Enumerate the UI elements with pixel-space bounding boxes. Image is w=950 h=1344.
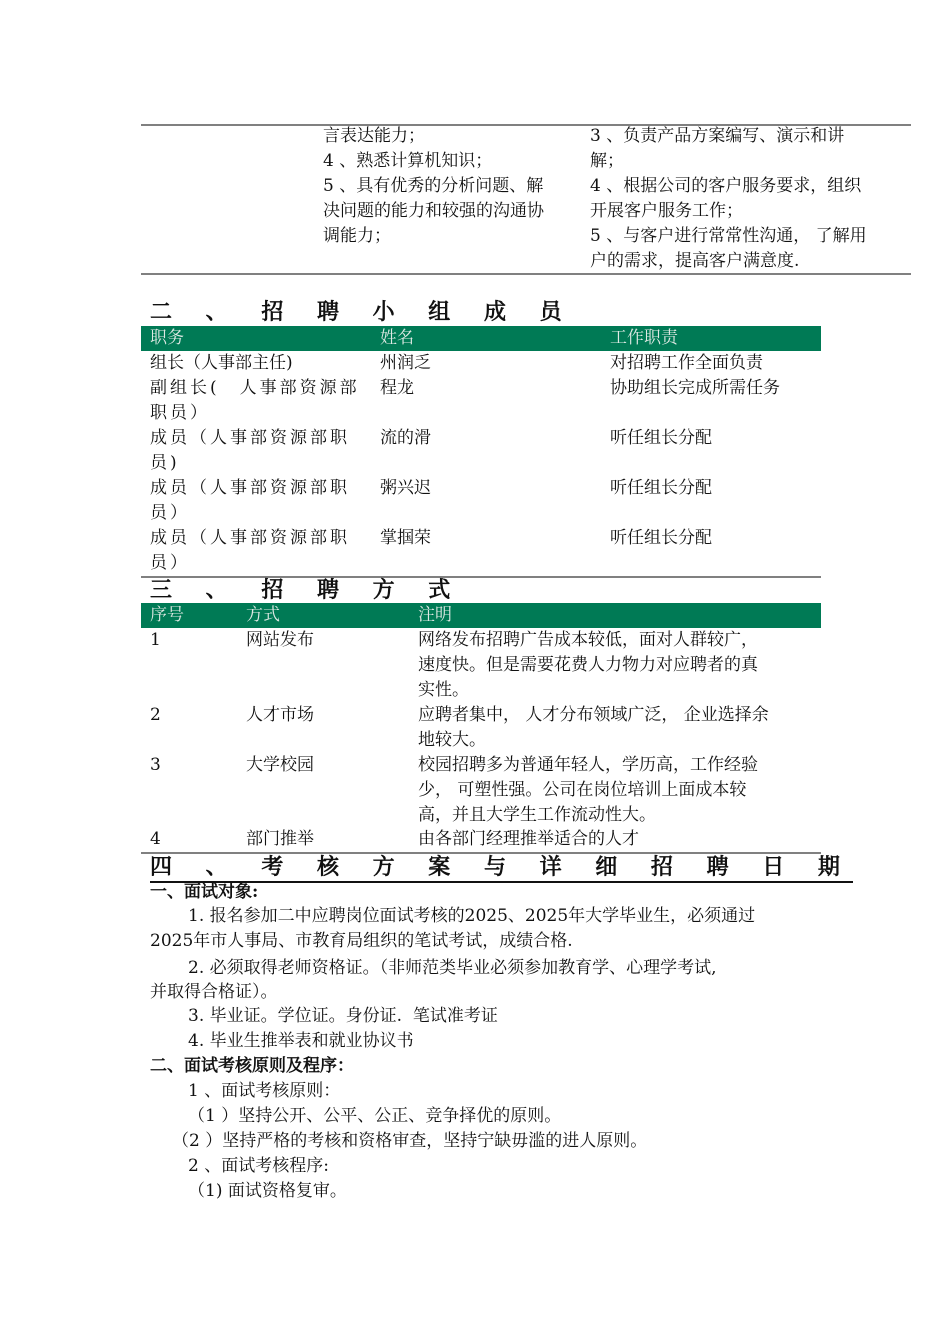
paragraph-line: 4. 毕业生推举表和就业协议书 bbox=[188, 1031, 414, 1051]
method-note-line: 应聘者集中， 人才分布领域广泛， 企业选择余 bbox=[418, 705, 769, 725]
method-note-line: 少， 可塑性强。公司在岗位培训上面成本较 bbox=[418, 780, 747, 800]
method-no: 1 bbox=[150, 630, 161, 650]
section2-header-name: 姓名 bbox=[380, 328, 414, 348]
top-table-col3-line: 开展客户服务工作； bbox=[590, 201, 743, 221]
paragraph-line: 2. 必须取得老师资格证。（非师范类毕业必须参加教育学、心理学考试, bbox=[188, 958, 717, 978]
method-note-line: 校园招聘多为普通年轻人，学历高，工作经验 bbox=[418, 755, 758, 775]
member-duty: 听任组长分配 bbox=[610, 428, 712, 448]
member-role: 员） bbox=[150, 553, 190, 573]
member-duty: 对招聘工作全面负责 bbox=[610, 353, 763, 373]
member-name: 州润乏 bbox=[380, 353, 431, 373]
section3-header-method: 方式 bbox=[246, 605, 280, 625]
method-note-line: 速度快。但是需要花费人力物力对应聘者的真 bbox=[418, 655, 758, 675]
top-table-col3-line: 户的需求，提高客户满意度. bbox=[590, 251, 800, 271]
member-name: 掌掴荣 bbox=[380, 528, 431, 548]
top-table-bottom-rule bbox=[141, 273, 911, 275]
member-role: 职员） bbox=[150, 403, 210, 423]
member-role: 员) bbox=[150, 453, 180, 473]
method-note bbox=[418, 827, 818, 852]
top-table-col2-line: 5 、具有优秀的分析问题、解 bbox=[323, 176, 544, 196]
method-name: 部门推举 bbox=[246, 829, 314, 849]
top-table-col2 bbox=[323, 124, 583, 249]
paragraph-line: 1 、面试考核原则： bbox=[188, 1081, 341, 1101]
method-note-line: 网络发布招聘广告成本较低，面对人群较广， bbox=[418, 630, 758, 650]
member-name: 粥兴迟 bbox=[380, 478, 431, 498]
section2-header-bar bbox=[141, 326, 821, 351]
paragraph-line: 2025年市人事局、市教育局组织的笔试考试，成绩合格. bbox=[150, 931, 573, 951]
method-note-line: 地较大。 bbox=[418, 730, 486, 750]
member-role: 员） bbox=[150, 503, 190, 523]
section3-header-bar bbox=[141, 603, 821, 628]
method-note-line: 由各部门经理推举适合的人才 bbox=[418, 829, 639, 849]
member-role: 成员（人事部资源部职 bbox=[150, 428, 350, 448]
paragraph-line: 1. 报名参加二中应聘岗位面试考核的2025、2025年大学毕业生，必须通过 bbox=[188, 906, 756, 926]
section2-title: 二 、 招 聘 小 组 成 员 bbox=[150, 298, 575, 328]
top-table-col2-line: 决问题的能力和较强的沟通协 bbox=[323, 201, 544, 221]
member-duty: 听任组长分配 bbox=[610, 528, 712, 548]
top-table-col2-line: 4 、熟悉计算机知识； bbox=[323, 151, 493, 171]
method-name: 大学校园 bbox=[246, 755, 314, 775]
section2-header-duty: 工作职责 bbox=[610, 328, 678, 348]
paragraph-line: （1) 面试资格复审。 bbox=[188, 1181, 347, 1201]
paragraph-line: 3. 毕业证。学位证。身份证. 笔试准考证 bbox=[188, 1006, 498, 1026]
top-table-col2-line: 言表达能力； bbox=[323, 126, 425, 146]
member-role: 成员（人事部资源部职 bbox=[150, 478, 350, 498]
section4-title: 四 、 考 核 方 案 与 详 细 招 聘 日 期 bbox=[150, 853, 853, 883]
member-role: 组长（人事部主任) bbox=[150, 353, 293, 373]
method-note-line: 实性。 bbox=[418, 680, 469, 700]
member-duty: 听任组长分配 bbox=[610, 478, 712, 498]
top-table-col3-line: 解； bbox=[590, 151, 624, 171]
member-role: 副组长( 人事部资源部 bbox=[150, 378, 360, 398]
member-duty: 协助组长完成所需任务 bbox=[610, 378, 780, 398]
section2-header-role: 职务 bbox=[150, 328, 184, 348]
paragraph-line: （1 ）坚持公开、公平、公正、竞争择优的原则。 bbox=[188, 1106, 562, 1126]
section3-header-note: 注明 bbox=[418, 605, 452, 625]
section3-header-no: 序号 bbox=[150, 605, 184, 625]
top-table-col3-line: 4 、根据公司的客户服务要求，组织 bbox=[590, 176, 862, 196]
section3-title: 三 、 招 聘 方 式 bbox=[150, 576, 463, 606]
top-table-col3-line: 5 、与客户进行常常性沟通， 了解用 bbox=[590, 226, 867, 246]
method-name: 网站发布 bbox=[246, 630, 314, 650]
paragraph-line: 并取得合格证）。 bbox=[150, 982, 278, 1002]
method-no: 2 bbox=[150, 705, 161, 725]
paragraph-line: 2 、面试考核程序: bbox=[188, 1156, 329, 1176]
top-table-col3-line: 3 、负责产品方案编写、演示和讲 bbox=[590, 126, 845, 146]
method-note bbox=[418, 753, 818, 828]
paragraph-line: （2 ）坚持严格的考核和资格审查，坚持宁缺毋滥的进人原则。 bbox=[172, 1131, 648, 1151]
member-role: 成员（人事部资源部职 bbox=[150, 528, 350, 548]
member-name: 程龙 bbox=[380, 378, 414, 398]
method-name: 人才市场 bbox=[246, 705, 314, 725]
top-table-col3 bbox=[590, 124, 910, 274]
method-no: 4 bbox=[150, 829, 161, 849]
method-no: 3 bbox=[150, 755, 161, 775]
method-note bbox=[418, 628, 818, 703]
method-note bbox=[418, 703, 818, 753]
member-name: 流的滑 bbox=[380, 428, 431, 448]
section4-subheading: 一、面试对象: bbox=[150, 882, 259, 902]
top-table-col2-line: 调能力； bbox=[323, 226, 391, 246]
section4-subheading: 二、面试考核原则及程序： bbox=[150, 1056, 354, 1076]
method-note-line: 高，并且大学生工作流动性大。 bbox=[418, 805, 656, 825]
